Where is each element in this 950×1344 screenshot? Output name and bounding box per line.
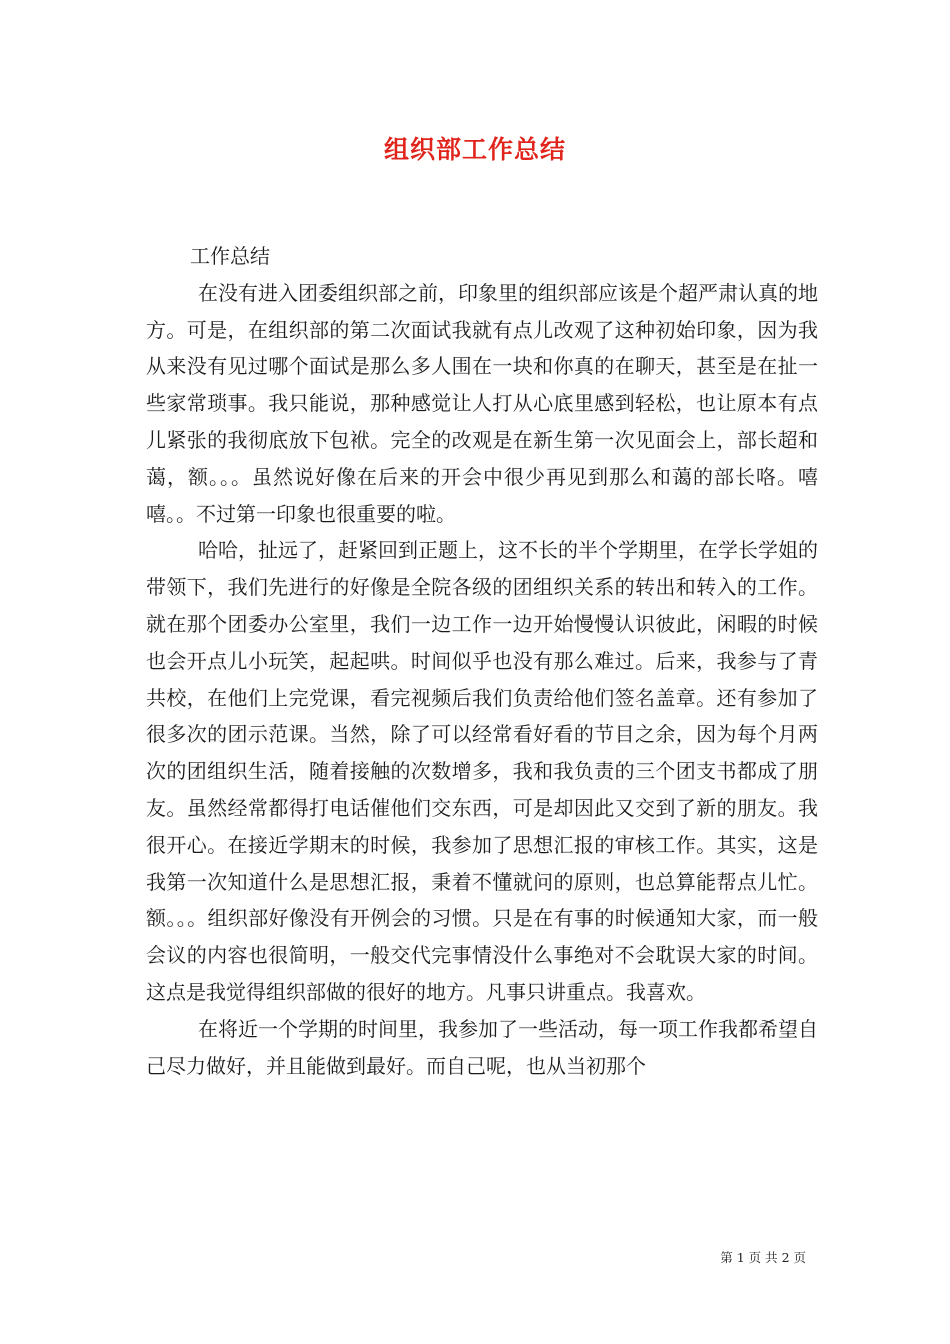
document-title: 组织部工作总结 xyxy=(383,135,566,164)
paragraph-3: 在将近一个学期的时间里，我参加了一些活动，每一项工作我都希望自己尽力做好，并且能做到最好。而自己呢，也从当初那个 xyxy=(146,1016,818,1078)
section-heading: 工作总结 xyxy=(190,244,270,268)
page-number-footer: 第 1 页 共 2 页 xyxy=(720,1250,806,1265)
paragraph-2: 哈哈，扯远了，赶紧回到正题上，这不长的半个学期里，在学长学姐的带领下，我们先进行的好像是全院各级的团组织关系的转出和转入的工作。就在那个团委办公室里，我们一边工作一边开始慢慢认识彼此，闲暇的时候也会开点儿小玩笑，起起哄。时间似乎也没有那么难过。后来，我参与了青共校，在他们上完党课，看完视频后我们负责给他们签名盖章。还有参加了很多次的团示范课。当然，除了可以经常看好看的节目之余，因为每个月两次的团组织生活，随着接触的次数增多，我和我负责的三个团支书都成了朋友。虽然经常都得打电话催他们交东西，可是却因此又交到了新的朋友。我很开心。在接近学期末的时候，我参加了思想汇报的审核工作。其实，这是我第一次知道什么是思想汇报，秉着不懂就问的原则，也总算能帮点儿忙。额。。。组织部好像没有开例会的习惯。只是在有事的时候通知大家，而一般会议的内容也很简明，一般交代完事情没什么事绝对不会耽误大家的时间。这点是我觉得组织部做的很好的地方。凡事只讲重点。我喜欢。 xyxy=(146,538,818,1004)
paragraph-1: 在没有进入团委组织部之前，印象里的组织部应该是个超严肃认真的地方。可是，在组织部的第二次面试我就有点儿改观了这种初始印象，因为我从来没有见过哪个面试是那么多人围在一块和你真的在聊天，甚至是在扯一些家常琐事。我只能说，那种感觉让人打从心底里感到轻松，也让原本有点儿紧张的我彻底放下包袱。完全的改观是在新生第一次见面会上，部长超和蔼，额。。。虽然说好像在后来的开会中很少再见到那么和蔼的部长咯。嘻嘻。。不过第一印象也很重要的啦。 xyxy=(146,280,818,526)
document-body xyxy=(146,238,818,1084)
